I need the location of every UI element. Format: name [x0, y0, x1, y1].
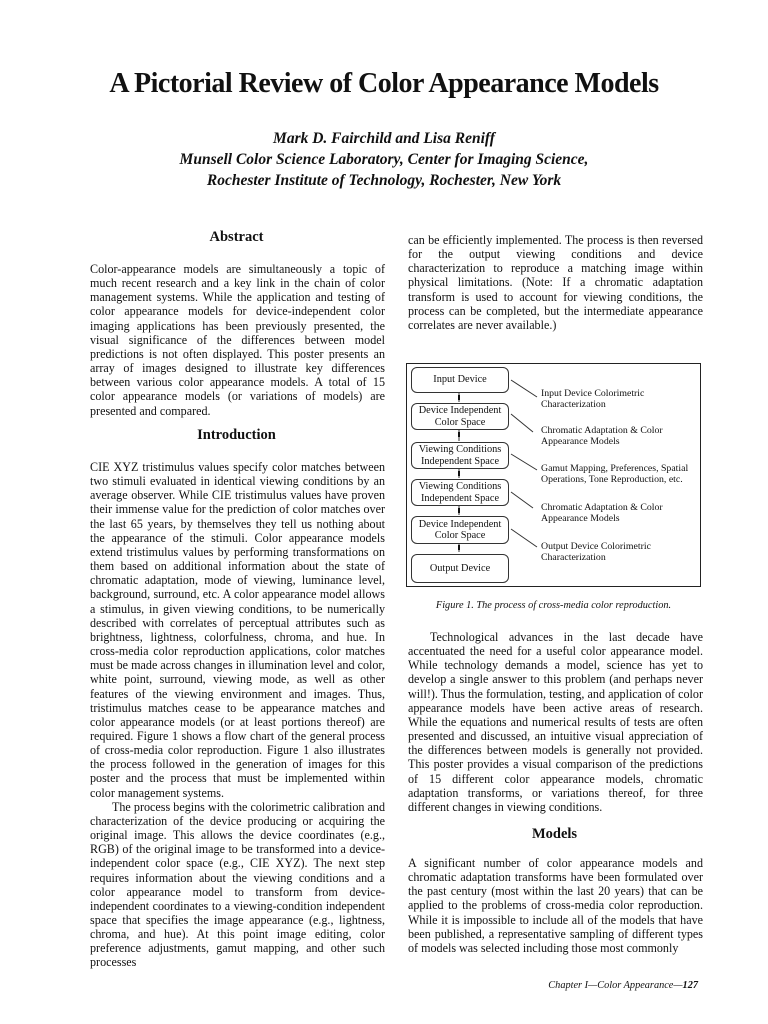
- footer-chapter: Chapter I—Color Appearance—: [548, 980, 683, 991]
- flow-box-viewing-conditions-1: Viewing Conditions Independent Space: [411, 442, 509, 469]
- author-block: [0, 128, 768, 191]
- flow-label-input-characterization: Input Device Colorimetric Characterization: [541, 388, 645, 410]
- paper-title: A Pictorial Review of Color Appearance Models: [109, 68, 659, 99]
- affiliation-line-2: Rochester Institute of Technology, Rochester, New York: [206, 172, 562, 189]
- flow-label-adaptation-1: Chromatic Adaptation & Color Appearance Models: [541, 425, 663, 447]
- flow-box-device-independent-1: Device Independent Color Space: [411, 403, 509, 430]
- figure-1-caption: Figure 1. The process of cross-media color reproduction.: [435, 600, 672, 611]
- introduction-paragraph-1: CIE XYZ tristimulus values specify color matches between two stimuli evaluated in identical viewing conditions by an average observer. While CIE tristimulus values have proven their immense value for the prediction of color matches over the last 65 years, by themselves they tell us nothing about the appearance of the stimuli. Color appearance models extend tristimulus values by performing transformations on them based on additional information about the state of chromatic adaptation, mode of viewing, luminance level, background, surround, etc. A color appearance model allows a stimulus, in given viewing conditions, to be numerically described with correlates of perceptual attributes such as brightness, lightness, colorfulness, chroma, and hue. In cross-media color reproduction applications, color matches must be made across changes in illumination level and color, white point, surround, viewing mode, as well as other features of the viewing environment and images. Thus, tristimulus matches cease to be appearance matches and color appearance models (or at least portions thereof) are required. Figure 1 shows a flow chart of the general process of cross-media color reproduction. Figure 1 also illustrates the process followed in the generation of images for this poster and the process that must be implemented within color management systems.: [90, 460, 385, 800]
- flow-box-output-device: Output Device: [411, 554, 509, 583]
- flow-label-gamut-mapping: Gamut Mapping, Preferences, Spatial Operations, Tone Reproduction, etc.: [541, 463, 689, 485]
- author-names: Mark D. Fairchild and Lisa Reniff: [273, 130, 495, 147]
- models-body: [408, 856, 703, 955]
- introduction-body: [90, 460, 385, 970]
- right-column-middle: [408, 630, 703, 814]
- technological-advances-paragraph: Technological advances in the last decade have accentuated the need for a useful color appearance model. While technology demands a model, science has yet to develop a single answer to this problem (and perhaps never will!). Thus the formulation, testing, and application of color appearance models have been active areas of research. While the equations and numerical results of tests are often presented and discussed, an intuitive visual appreciation of the differences between models is generally not provided. This poster provides a visual comparison of the predictions of 15 different color appearance models, chromatic adaptation transforms, or variations thereof, for three different changes in viewing conditions.: [408, 630, 703, 814]
- introduction-paragraph-2: The process begins with the colorimetric calibration and characterization of the device producing or acquiring the original image. This allows the device coordinates (e.g., RGB) of the original image to be transformed into a device-independent color space (e.g., CIE XYZ). The next step requires information about the viewing conditions and a color appearance model to transform from device-independent coordinates to a viewing-condition independent space that specifies the image appearance (e.g., lightness, chroma, and hue). At this point image editing, color preference adjustments, gamut mapping, and other such processes: [90, 799, 385, 970]
- models-heading: Models: [531, 826, 578, 842]
- right-column-top: [408, 233, 703, 332]
- models-paragraph: A significant number of color appearance models and chromatic adaptation transforms have been formulated over the past century (most within the last 20 years) that can be applied to the problems of cross-media color reproduction. While it is impossible to include all of the models that have been published, a representative sampling of different types of models was selected including those most commonly: [408, 856, 703, 955]
- abstract-paragraph: Color-appearance models are simultaneously a topic of much recent research and a key link in the chain of color management systems. While the application and testing of color appearance models for device-independent color imaging applications has been previously presented, the visual significance of the differences between model predictions is not often displayed. This poster presents an array of images designed to illustrate key differences between various color appearance models. A total of 15 color appearance models (or variations of models) are presented and compared.: [90, 262, 385, 418]
- flow-box-device-independent-2: Device Independent Color Space: [411, 516, 509, 544]
- page-footer: [500, 980, 698, 991]
- flow-box-input-device: Input Device: [411, 367, 509, 393]
- process-continuation-paragraph: can be efficiently implemented. The process is then reversed for the output viewing conditions and device characterization to reproduce a matching image within physical limitations. (Note: If a chromatic adaptation transform is used to account for viewing conditions, the process can be completed, but the intermediate appearance correlates are never available.): [408, 233, 703, 332]
- flow-label-output-characterization: Output Device Colorimetric Characterization: [541, 541, 651, 563]
- flow-box-viewing-conditions-2: Viewing Conditions Independent Space: [411, 479, 509, 506]
- affiliation-line-1: Munsell Color Science Laboratory, Center for Imaging Science,: [179, 151, 589, 168]
- introduction-heading: Introduction: [197, 427, 276, 443]
- abstract-heading: Abstract: [209, 229, 264, 245]
- abstract-body: [90, 262, 385, 418]
- page-number: 127: [682, 980, 698, 991]
- flow-label-adaptation-2: Chromatic Adaptation & Color Appearance Models: [541, 502, 663, 524]
- figure-1-flowchart: [406, 363, 701, 587]
